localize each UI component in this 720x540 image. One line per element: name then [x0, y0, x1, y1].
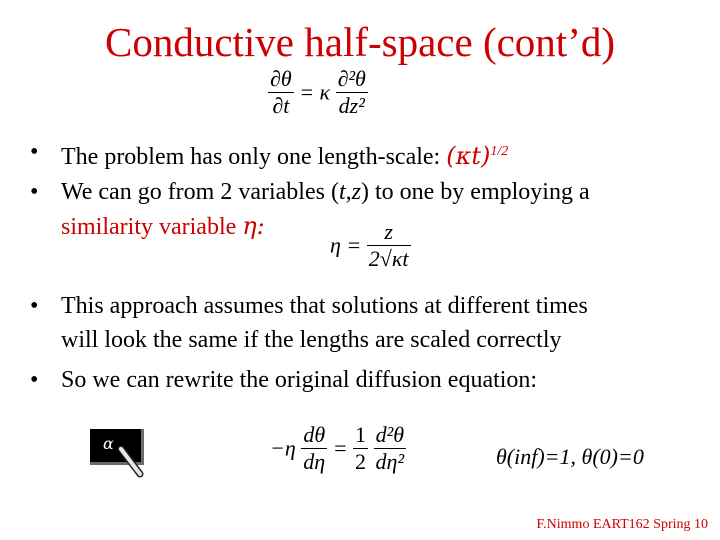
ode-equation — [270, 422, 406, 475]
ode-fraction-2 — [353, 422, 368, 475]
bullet-dot: • — [30, 367, 39, 393]
equals-kappa: = κ — [299, 79, 331, 105]
similarity-numerator: z — [384, 219, 393, 244]
bullet-dot: • — [30, 139, 39, 165]
bullet-dot: • — [30, 293, 39, 319]
slide-title: Conductive half-space (cont’d) — [104, 19, 616, 65]
ode-frac3-num: d²θ — [375, 422, 404, 447]
ode-frac3-den: dη² — [375, 449, 405, 474]
bullet-text-line2: will look the same if the lengths are scaled correctly — [61, 327, 562, 353]
similarity-fraction — [367, 219, 411, 272]
rhs-numerator: ∂²θ — [337, 66, 366, 91]
ode-frac2-num: 1 — [355, 422, 367, 447]
ode-lhs: −η — [270, 435, 296, 461]
ode-fraction-1 — [301, 422, 327, 475]
length-scale-exponent: 1/2 — [490, 144, 509, 159]
ode-equals: = — [332, 435, 348, 461]
bullet-text: The problem has only one length-scale: — [61, 144, 441, 170]
boundary-conditions: θ(inf)=1, θ(0)=0 — [496, 444, 644, 469]
lhs-numerator: ∂θ — [270, 66, 292, 91]
ode-frac2-den: 2 — [355, 449, 367, 474]
rhs-fraction — [336, 66, 368, 119]
bullet-text-a: We can go from 2 variables ( — [61, 179, 339, 205]
bullet-text: So we can rewrite the original diffusion equation: — [61, 367, 538, 393]
similarity-equation — [330, 219, 411, 272]
bullet-text-b: ) to one by employing a — [360, 179, 590, 205]
eta-symbol: η: — [242, 212, 265, 240]
length-scale-expr: (κt) — [446, 142, 491, 170]
slide-footer: F.Nimmo EART162 Spring 10 — [536, 517, 708, 532]
lhs-fraction — [268, 66, 294, 119]
ode-frac1-den: dη — [303, 449, 326, 474]
pencil-pointer-icon — [118, 446, 146, 480]
ode-fraction-3 — [374, 422, 407, 475]
similarity-variable-label: similarity variable — [61, 214, 237, 240]
rhs-denominator: dz² — [336, 92, 368, 119]
bullet-vars: t,z — [338, 179, 361, 205]
bullet-dot: • — [30, 179, 39, 205]
diffusion-equation — [268, 66, 368, 119]
alpha-glyph: α — [103, 434, 114, 453]
ode-frac1-num: dθ — [303, 422, 326, 447]
similarity-denominator: 2√κt — [368, 246, 409, 271]
eta-lhs: η = — [330, 232, 362, 258]
lhs-denominator: ∂t — [268, 92, 294, 119]
bullet-text-line1: This approach assumes that solutions at different times — [61, 293, 588, 319]
